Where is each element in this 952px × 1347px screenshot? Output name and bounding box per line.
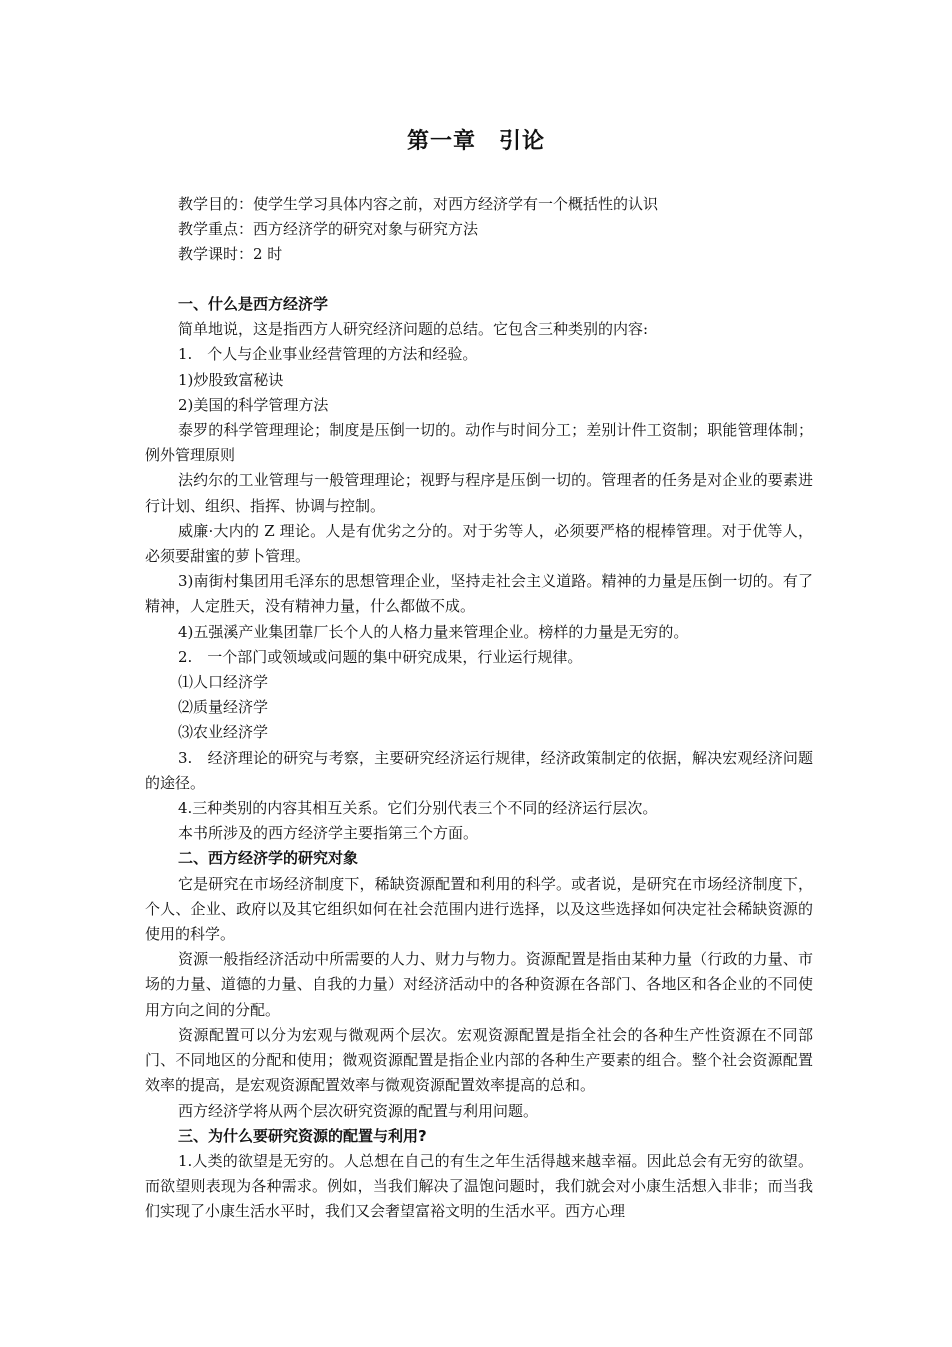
paragraph: 威廉·大内的 Z 理论。人是有优劣之分的。对于劣等人，必须要严格的棍棒管理。对于优等人，必须要甜蜜的萝卜管理。 [145, 521, 813, 566]
paragraph: 西方经济学将从两个层次研究资源的配置与利用问题。 [178, 1101, 539, 1120]
paragraph: 2)美国的科学管理方法 [178, 395, 329, 414]
teaching-purpose: 教学目的：使学生学习具体内容之前，对西方经济学有一个概括性的认识 [178, 195, 659, 213]
paragraph: 4)五强溪产业集团靠厂长个人的人格力量来管理企业。榜样的力量是无穷的。 [178, 622, 689, 641]
paragraph: 3. 经济理论的研究与考察，主要研究经济运行规律，经济政策制定的依据，解决宏观经济问题的途径。 [145, 748, 813, 792]
paragraph: 1.人类的欲望是无穷的。人总想在自己的有生之年生活得越来越幸福。因此总会有无穷的欲望。而欲望则表现为各种需求。例如，当我们解决了温饱问题时，我们就会对小康生活想入非非；而当我们实现了小康生活水平时，我们又会奢望富裕文明的生活水平。西方心理 [145, 1151, 813, 1221]
teaching-focus: 教学重点：西方经济学的研究对象与研究方法 [178, 220, 479, 238]
paragraph: 简单地说，这是指西方人研究经济问题的总结。它包含三种类别的内容: [178, 320, 649, 339]
section-heading-3: 三、为什么要研究资源的配置与利用? [178, 1126, 427, 1145]
paragraph: ⑴人口经济学 [178, 673, 269, 692]
paragraph: 它是研究在市场经济制度下，稀缺资源配置和利用的科学。或者说，是研究在市场经济制度下，个人、企业、政府以及其它组织如何在社会范围内进行选择，以及这些选择如何决定社会稀缺资源的使用的科学。 [145, 874, 813, 944]
paragraph: 泰罗的科学管理理论；制度是压倒一切的。动作与时间分工；差别计件工资制；职能管理体制；例外管理原则 [145, 421, 813, 465]
paragraph: 1)炒股致富秘诀 [178, 370, 284, 389]
teaching-hours: 教学课时：2 时 [178, 245, 283, 263]
teaching-meta [178, 192, 818, 267]
paragraph: 法约尔的工业管理与一般管理理论；视野与程序是压倒一切的。管理者的任务是对企业的要素进行计划、组织、指挥、协调与控制。 [145, 471, 813, 515]
chapter-title: 第一章 引论 [406, 129, 545, 154]
paragraph: 4.三种类别的内容其相互关系。它们分别代表三个不同的经济运行层次。 [178, 799, 658, 818]
paragraph: 2. 一个部门或领域或问题的集中研究成果，行业运行规律。 [178, 647, 583, 666]
paragraph: 3)南街村集团用毛泽东的思想管理企业，坚持走社会主义道路。精神的力量是压倒一切的。有了精神，人定胜天，没有精神力量，什么都做不成。 [145, 572, 813, 616]
paragraph: 资源配置可以分为宏观与微观两个层次。宏观资源配置是指全社会的各种生产性资源在不同部门、不同地区的分配和使用；微观资源配置是指企业内部的各种生产要素的组合。整个社会资源配置效率的提高，是宏观资源配置效率与微观资源配置效率提高的总和。 [145, 1025, 813, 1095]
paragraph: ⑵质量经济学 [178, 698, 269, 717]
paragraph: 1. 个人与企业事业经营管理的方法和经验。 [178, 345, 478, 364]
paragraph: 资源一般指经济活动中所需要的人力、财力与物力。资源配置是指由某种力量（行政的力量、市场的力量、道德的力量、自我的力量）对经济活动中的各种资源在各部门、各地区和各企业的不同使用方向之间的分配。 [145, 950, 813, 1019]
section-heading-2: 二、西方经济学的研究对象 [178, 849, 359, 868]
paragraph: 本书所涉及的西方经济学主要指第三个方面。 [178, 824, 479, 843]
paragraph: ⑶农业经济学 [178, 723, 269, 742]
section-heading-1: 一、什么是西方经济学 [178, 295, 329, 313]
document-body [145, 292, 813, 1225]
